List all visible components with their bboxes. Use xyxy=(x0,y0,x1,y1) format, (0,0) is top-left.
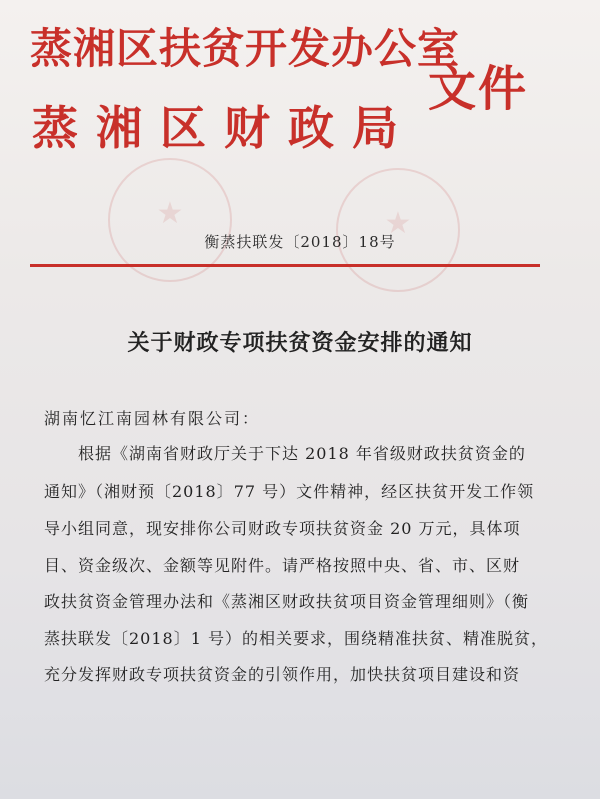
issuer-line-poverty-office: 蒸湘区扶贫开发办公室 xyxy=(30,24,461,73)
red-divider-line xyxy=(30,264,540,267)
file-label: 文件 xyxy=(428,61,529,117)
body-line: 导小组同意，现安排你公司财政专项扶贫资金 20 万元，具体项 xyxy=(44,519,521,538)
body-line: 蒸扶联发〔2018〕1 号）的相关要求，围绕精准扶贫、精准脱贫， xyxy=(44,629,548,648)
document-number: 衡蒸扶联发〔2018〕18号 xyxy=(204,233,396,251)
faint-seal-right xyxy=(336,168,460,292)
addressee: 湖南忆江南园林有限公司： xyxy=(44,409,261,428)
document-title: 关于财政专项扶贫资金安排的通知 xyxy=(127,330,473,356)
body-line: 根据《湖南省财政厅关于下达 2018 年省级财政扶贫资金的 xyxy=(78,444,526,463)
body-line: 政扶贫资金管理办法和《蒸湘区财政扶贫项目资金管理细则》（衡 xyxy=(44,592,530,611)
body-line: 目、资金级次、金额等见附件。请严格按照中央、省、市、区财 xyxy=(44,556,521,575)
body-line: 充分发挥财政专项扶贫资金的引领作用，加快扶贫项目建设和资 xyxy=(44,665,521,684)
body-line: 通知》（湘财预〔2018〕77 号）文件精神，经区扶贫开发工作领 xyxy=(44,482,535,501)
issuer-line-finance-bureau: 蒸湘区财政局 xyxy=(32,101,416,155)
